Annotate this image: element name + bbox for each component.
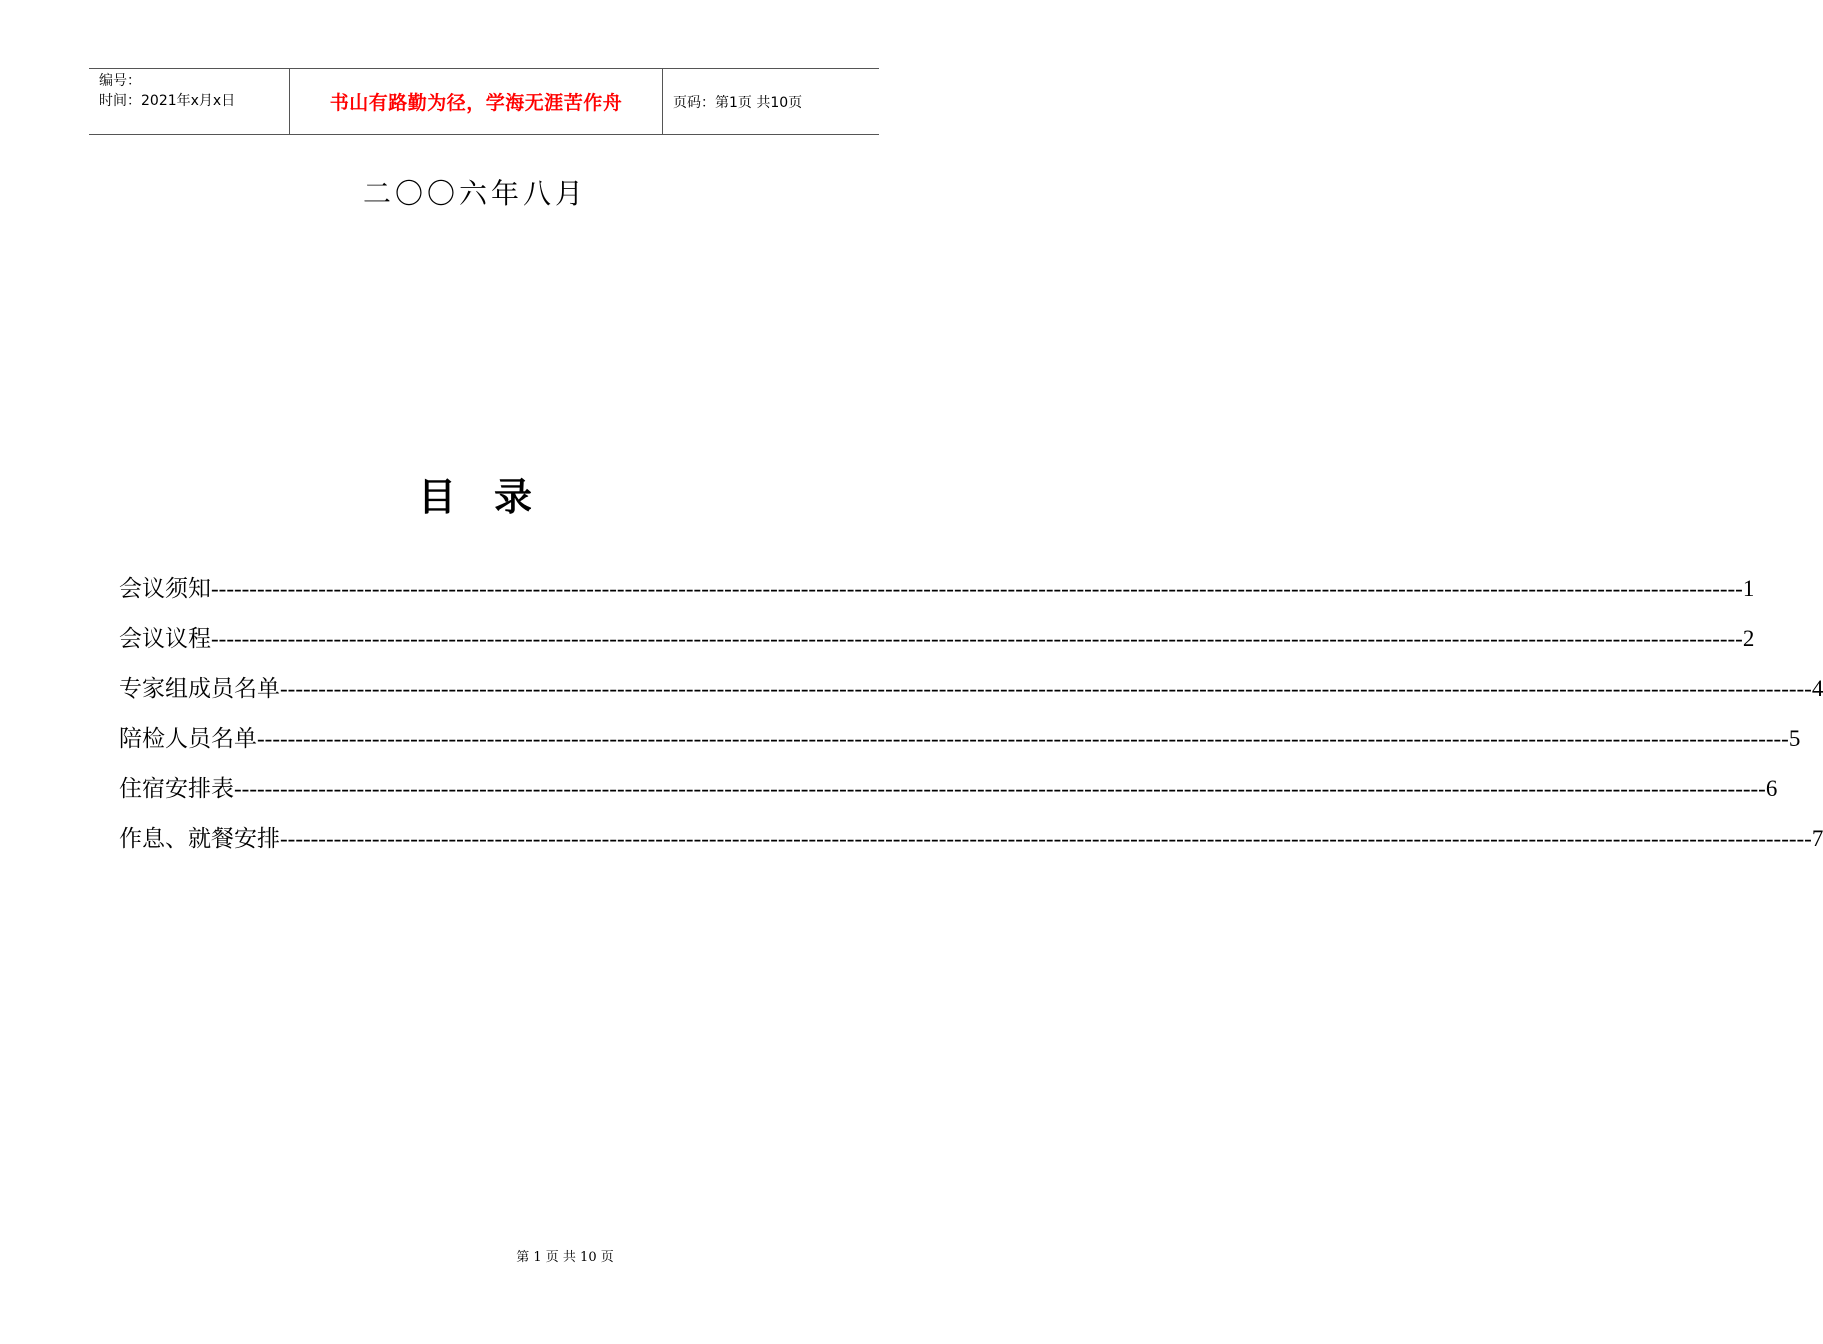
header-meta [89,69,290,134]
header-page-info: 页码：第1页 共10页 [673,94,803,111]
toc-item-label: 会议须知 [119,576,211,602]
toc-item-label: 陪检人员名单 [119,726,257,752]
toc-item[interactable] [119,721,1801,771]
toc-item[interactable] [119,821,1823,871]
toc-title: 目 录 [417,475,532,519]
header-motto-cell [290,69,663,134]
toc-item-page: 2 [1742,626,1755,651]
time-label: 时间：2021年x月x日 [99,93,236,109]
toc-item-label: 会议议程 [119,626,211,652]
table-of-contents [119,571,1823,871]
toc-item-page: 1 [1742,576,1755,601]
toc-leader: -------------------------------------------------------------------------------------------------------------------------------------------------------------------------------------------------------- [211,626,1743,651]
toc-item-page: 7 [1811,826,1823,851]
toc-item-label: 专家组成员名单 [119,676,280,702]
toc-item-page: 5 [1788,726,1801,751]
toc-item[interactable] [119,771,1778,821]
number-label: 编号： [99,73,141,89]
page-footer: 第 1 页 共 10 页 [516,1250,614,1265]
toc-item-page: 6 [1765,776,1778,801]
header-motto: 书山有路勤为径，学海无涯苦作舟 [329,92,623,114]
toc-item[interactable] [119,571,1755,621]
page-header [89,68,879,135]
toc-leader: -------------------------------------------------------------------------------------------------------------------------------------------------------------------------------------------------------- [280,826,1812,851]
document-date: 二〇〇六年八月 [362,177,587,210]
toc-leader: -------------------------------------------------------------------------------------------------------------------------------------------------------------------------------------------------------- [211,576,1743,601]
toc-item-label: 住宿安排表 [119,776,234,802]
toc-item[interactable] [119,671,1823,721]
toc-leader: -------------------------------------------------------------------------------------------------------------------------------------------------------------------------------------------------------- [280,676,1812,701]
toc-item-page: 4 [1811,676,1823,701]
toc-item[interactable] [119,621,1755,671]
toc-item-label: 作息、就餐安排 [119,826,280,852]
toc-leader: -------------------------------------------------------------------------------------------------------------------------------------------------------------------------------------------------------- [234,776,1766,801]
toc-leader: -------------------------------------------------------------------------------------------------------------------------------------------------------------------------------------------------------- [257,726,1789,751]
